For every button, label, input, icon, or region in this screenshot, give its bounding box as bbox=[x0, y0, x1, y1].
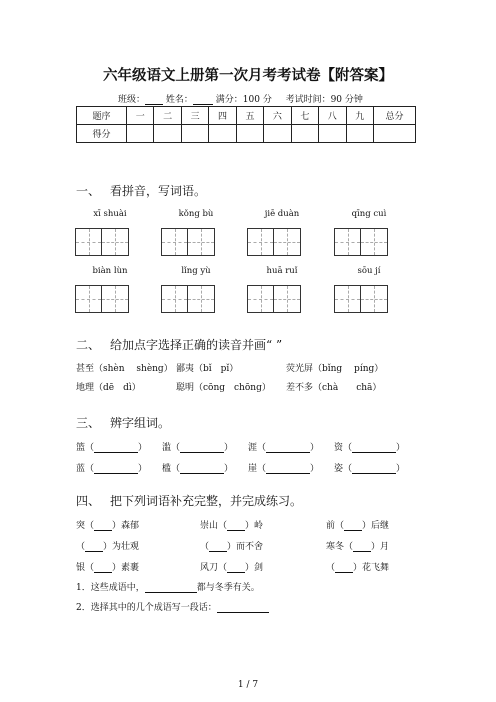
idiom-part: （ bbox=[326, 563, 336, 573]
score-cell[interactable] bbox=[209, 125, 236, 143]
section-title: 辨字组词。 bbox=[110, 416, 171, 430]
pronunciation-item[interactable]: 聪明（cōng chōng） bbox=[176, 383, 271, 393]
pinyin-label: biàn lùn bbox=[92, 266, 128, 276]
section-number: 一、 bbox=[76, 184, 101, 198]
question-2 bbox=[76, 600, 269, 613]
paren-close: ） bbox=[138, 443, 148, 453]
word-item[interactable] bbox=[334, 440, 405, 453]
table-cell: 七 bbox=[291, 107, 318, 125]
section-title: 把下列词语补充完整，并完成练习。 bbox=[110, 494, 303, 508]
class-blank[interactable] bbox=[145, 95, 163, 105]
score-cell[interactable] bbox=[291, 125, 318, 143]
pinyin-label: sōu jí bbox=[357, 266, 381, 276]
idiom-item[interactable] bbox=[200, 518, 263, 531]
answer-blank[interactable] bbox=[145, 583, 197, 593]
table-cell: 九 bbox=[346, 107, 374, 125]
page-title: 六年级语文上册第一次月考考试卷【附答案】 bbox=[103, 67, 393, 84]
table-cell: 二 bbox=[154, 107, 181, 125]
pinyin-label: jiē duàn bbox=[264, 209, 300, 219]
score-cell[interactable] bbox=[236, 125, 263, 143]
table-cell: 六 bbox=[264, 107, 291, 125]
word-item[interactable] bbox=[162, 461, 233, 474]
char-label: 姿（ bbox=[334, 464, 353, 474]
answer-blank[interactable] bbox=[353, 542, 371, 552]
answer-blank[interactable] bbox=[266, 443, 310, 453]
question-text: 1．这些成语中， bbox=[76, 583, 145, 593]
idiom-item[interactable] bbox=[326, 560, 389, 573]
paren-close: ） bbox=[310, 464, 320, 474]
section-number: 四、 bbox=[76, 494, 101, 508]
idiom-part: 银（ bbox=[76, 563, 95, 573]
word-item[interactable] bbox=[334, 461, 405, 474]
writing-grid[interactable] bbox=[247, 285, 301, 313]
idiom-part: ）月 bbox=[371, 542, 390, 552]
idiom-part: ）岭 bbox=[245, 521, 264, 531]
char-label: 滥（ bbox=[162, 443, 181, 453]
paren-close: ） bbox=[224, 464, 234, 474]
score-cell[interactable] bbox=[346, 125, 374, 143]
writing-grid[interactable] bbox=[75, 228, 129, 256]
page-number: 1 / 7 bbox=[237, 680, 259, 690]
idiom-item[interactable] bbox=[326, 518, 389, 531]
idiom-part: ）剑 bbox=[245, 563, 264, 573]
answer-blank[interactable] bbox=[344, 521, 362, 531]
answer-blank[interactable] bbox=[352, 443, 396, 453]
score-table-score-row bbox=[77, 125, 416, 143]
question-1 bbox=[76, 580, 260, 593]
idiom-part: （ bbox=[76, 542, 86, 552]
paren-close: ） bbox=[396, 464, 406, 474]
section3-heading bbox=[76, 414, 170, 431]
answer-blank[interactable] bbox=[217, 603, 269, 613]
table-cell: 五 bbox=[236, 107, 263, 125]
section-title: 看拼音，写词语。 bbox=[110, 184, 207, 198]
word-item[interactable] bbox=[76, 461, 147, 474]
word-item[interactable] bbox=[76, 440, 147, 453]
idiom-part: 寒冬（ bbox=[326, 542, 354, 552]
score-table bbox=[76, 106, 416, 143]
score-cell[interactable] bbox=[181, 125, 208, 143]
idiom-item[interactable] bbox=[76, 518, 139, 531]
answer-blank[interactable] bbox=[94, 443, 138, 453]
section2-heading bbox=[76, 336, 282, 353]
writing-grid[interactable] bbox=[247, 228, 301, 256]
answer-blank[interactable] bbox=[209, 542, 227, 552]
char-label: 篮（ bbox=[76, 443, 95, 453]
idiom-item[interactable] bbox=[76, 560, 139, 573]
answer-blank[interactable] bbox=[352, 464, 396, 474]
pronunciation-item[interactable]: 荧光屏（bǐng píng） bbox=[286, 364, 384, 374]
idiom-part: ）后继 bbox=[362, 521, 390, 531]
idiom-part: ）森郁 bbox=[112, 521, 140, 531]
idiom-part: ）而不舍 bbox=[227, 542, 264, 552]
char-label: 槛（ bbox=[162, 464, 181, 474]
score-cell[interactable] bbox=[374, 125, 416, 143]
idiom-item[interactable] bbox=[326, 539, 389, 552]
section-title: 给加点字选择正确的读音并画“ ” bbox=[110, 338, 283, 352]
table-cell: 题序 bbox=[77, 107, 127, 125]
idiom-part: ）素裹 bbox=[112, 563, 140, 573]
table-cell: 得分 bbox=[77, 125, 127, 143]
section1-heading bbox=[76, 182, 206, 199]
word-item[interactable] bbox=[248, 440, 319, 453]
idiom-item[interactable] bbox=[200, 539, 263, 552]
writing-grid[interactable] bbox=[334, 285, 388, 313]
time-label: 考试时间：90 分钟 bbox=[285, 95, 363, 105]
writing-grid[interactable] bbox=[161, 228, 215, 256]
table-cell: 四 bbox=[209, 107, 236, 125]
paren-close: ） bbox=[138, 464, 148, 474]
question-text: 都与冬季有关。 bbox=[196, 583, 260, 593]
score-cell[interactable] bbox=[127, 125, 154, 143]
answer-blank[interactable] bbox=[180, 464, 224, 474]
char-label: 资（ bbox=[334, 443, 353, 453]
paren-close: ） bbox=[310, 443, 320, 453]
answer-blank[interactable] bbox=[266, 464, 310, 474]
word-item[interactable] bbox=[248, 461, 319, 474]
answer-blank[interactable] bbox=[227, 563, 245, 573]
idiom-part: ）为壮观 bbox=[103, 542, 140, 552]
paren-close: ） bbox=[396, 443, 406, 453]
idiom-item[interactable] bbox=[76, 539, 139, 552]
paren-close: ） bbox=[224, 443, 234, 453]
section-number: 三、 bbox=[76, 416, 101, 430]
score-cell[interactable] bbox=[154, 125, 181, 143]
score-cell[interactable] bbox=[264, 125, 291, 143]
pronunciation-item[interactable]: 差不多（chà chā） bbox=[286, 383, 382, 393]
answer-blank[interactable] bbox=[94, 563, 112, 573]
idiom-part: 崇山（ bbox=[200, 521, 228, 531]
answer-blank[interactable] bbox=[180, 443, 224, 453]
table-cell: 总分 bbox=[374, 107, 416, 125]
pinyin-label: lǐng yù bbox=[181, 266, 211, 276]
table-cell: 一 bbox=[127, 107, 154, 125]
writing-grid[interactable] bbox=[75, 285, 129, 313]
section4-heading bbox=[76, 492, 302, 509]
score-cell[interactable] bbox=[319, 125, 346, 143]
question-text: 2．选择其中的几个成语写一段话： bbox=[76, 603, 217, 613]
name-blank[interactable] bbox=[193, 95, 213, 105]
answer-blank[interactable] bbox=[335, 563, 353, 573]
idiom-item[interactable] bbox=[200, 560, 263, 573]
char-label: 涯（ bbox=[248, 443, 267, 453]
writing-grid[interactable] bbox=[161, 285, 215, 313]
idiom-part: ）花飞舞 bbox=[353, 563, 390, 573]
name-label: 姓名： bbox=[165, 95, 193, 105]
table-cell: 三 bbox=[181, 107, 208, 125]
answer-blank[interactable] bbox=[227, 521, 245, 531]
pinyin-label: huā ruǐ bbox=[266, 266, 298, 276]
pinyin-label: xī shuài bbox=[93, 209, 127, 219]
pinyin-label: kǒng bù bbox=[178, 209, 214, 219]
score-table-header-row bbox=[77, 107, 416, 125]
score-label: 满分：100 分 bbox=[215, 95, 272, 105]
idiom-part: （ bbox=[200, 542, 210, 552]
answer-blank[interactable] bbox=[94, 521, 112, 531]
idiom-part: 前（ bbox=[326, 521, 345, 531]
char-label: 蓝（ bbox=[76, 464, 95, 474]
answer-blank[interactable] bbox=[94, 464, 138, 474]
answer-blank[interactable] bbox=[85, 542, 103, 552]
pronunciation-item[interactable]: 地理（dē dì） bbox=[76, 383, 141, 393]
word-item[interactable] bbox=[162, 440, 233, 453]
table-cell: 八 bbox=[319, 107, 346, 125]
pronunciation-item[interactable]: 鄙夷（bǐ pǐ） bbox=[176, 364, 239, 374]
pinyin-label: qīng cuì bbox=[351, 209, 387, 219]
exam-meta bbox=[118, 92, 363, 105]
class-label: 班级： bbox=[118, 95, 146, 105]
idiom-part: 风刀（ bbox=[200, 563, 228, 573]
writing-grid[interactable] bbox=[334, 228, 388, 256]
pronunciation-item[interactable]: 甚至（shèn shèng） bbox=[76, 364, 173, 374]
section-number: 二、 bbox=[76, 338, 101, 352]
char-label: 崖（ bbox=[248, 464, 267, 474]
idiom-part: 突（ bbox=[76, 521, 95, 531]
